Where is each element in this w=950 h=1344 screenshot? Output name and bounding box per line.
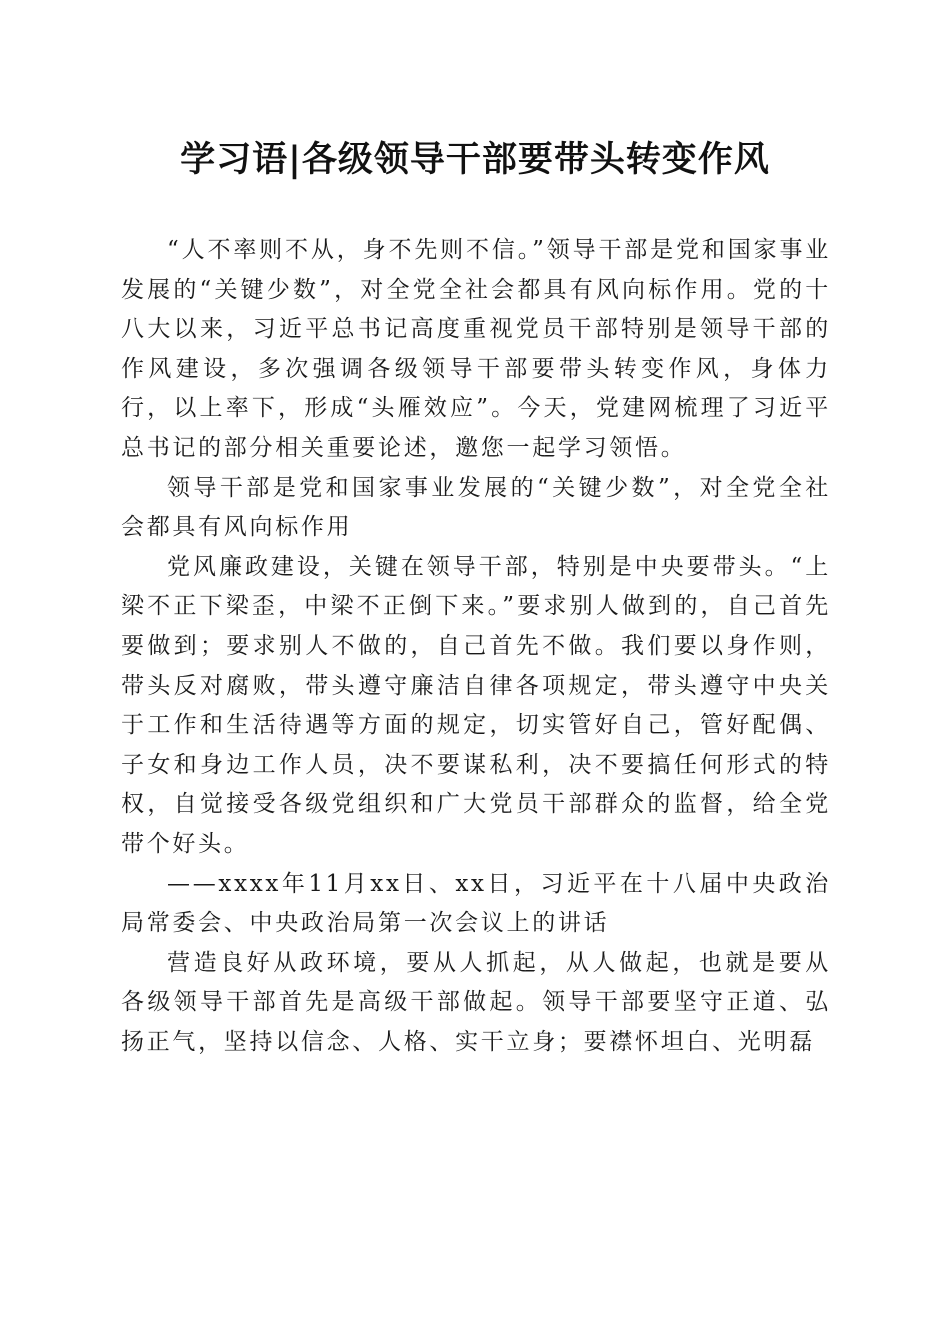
paragraph-source-citation: ——xxxx年11月xx日、xx日，习近平在十八届中央政治局常委会、中央政治局第一次会议上的讲话 — [121, 870, 831, 937]
document-body — [121, 231, 831, 1062]
paragraph-section-heading: 领导干部是党和国家事业发展的“关键少数”，对全党全社会都具有风向标作用 — [121, 474, 831, 541]
paragraph-quote-2: 营造良好从政环境，要从人抓起，从人做起，也就是要从各级领导干部首先是高级干部做起。领导干部要坚守正道、弘扬正气，坚持以信念、人格、实干立身；要襟怀坦白、光明磊 — [121, 949, 831, 1055]
paragraph-intro: “人不率则不从，身不先则不信。”领导干部是党和国家事业发展的“关键少数”，对全党全社会都具有风向标作用。党的十八大以来，习近平总书记高度重视党员干部特别是领导干部的作风建设，多次强调各级领导干部要带头转变作风，身体力行，以上率下，形成“头雁效应”。今天，党建网梳理了习近平总书记的部分相关重要论述，邀您一起学习领悟。 — [121, 237, 831, 461]
paragraph-quote-1: 党风廉政建设，关键在领导干部，特别是中央要带头。“上梁不正下梁歪，中梁不正倒下来。”要求别人做到的，自己首先要做到；要求别人不做的，自己首先不做。我们要以身作则，带头反对腐败，带头遵守廉洁自律各项规定，带头遵守中央关于工作和生活待遇等方面的规定，切实管好自己，管好配偶、子女和身边工作人员，决不要谋私利，决不要搞任何形式的特权，自觉接受各级党组织和广大党员干部群众的监督，给全党带个好头。 — [121, 553, 831, 857]
document-title: 学习语|各级领导干部要带头转变作风 — [180, 139, 770, 180]
